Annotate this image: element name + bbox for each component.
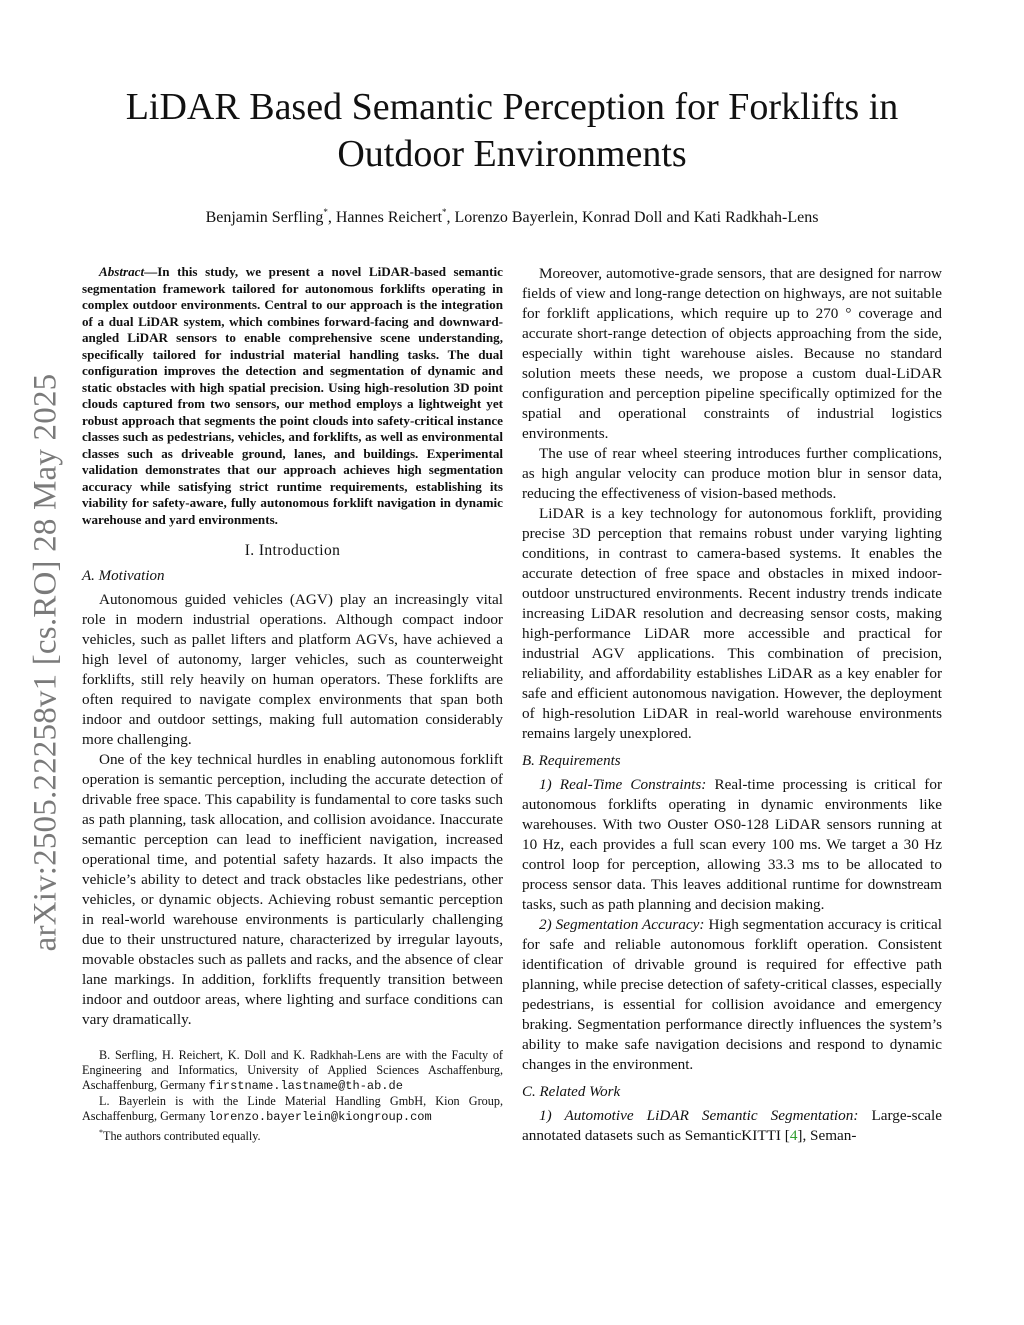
- abstract-label: Abstract: [99, 264, 145, 279]
- section-heading-introduction: I. Introduction: [244, 542, 341, 559]
- paragraph: Moreover, automotive-grade sensors, that are designed for narrow fields of view and long-range detection on highways, are not suitable for forklift applications, which require up to 270 ° coverage and accurate short-range detection of objects approaching from the side, especially within tight warehouse aisles. Because no standard solution meets these needs, we propose a custom dual-LiDAR configuration and perception pipeline specifically optimized for the spatial and operational constraints of industrial logistics environments.: [522, 265, 942, 442]
- footnote-text: The authors contributed equally.: [103, 1129, 261, 1143]
- email-link[interactable]: lorenzo.bayerlein@kiongroup.com: [208, 1110, 432, 1124]
- author-mark: *: [323, 207, 328, 217]
- footnotes: [82, 1048, 503, 1144]
- author-name: Benjamin Serfling: [205, 209, 324, 226]
- abstract-text: In this study, we present a novel LiDAR-based semantic segmentation framework tailored for autonomous forklifts operating in complex outdoor environments. Central to our approach is the integration of a dual LiDAR system, which combines forward-facing and downward-angled LiDAR sensors to enable comprehensive scene understanding, specifically tailored for industrial material handling tasks. The dual configuration improves the detection and segmentation of dynamic and static obstacles with high spatial precision. Using high-resolution 3D point clouds captured from two sensors, our method employs a lightweight yet robust approach that segments the point clouds into safety-critical instance classes such as pedestrians, vehicles, and forklifts, as well as environmental classes such as driveable ground, lanes, and buildings. Experimental validation demonstrates that our approach achieves high segmentation accuracy while satisfying strict runtime requirements, establishing its viability for safety-aware, fully autonomous forklift navigation in dynamic warehouse and yard environments.: [82, 264, 503, 527]
- email-link[interactable]: firstname.lastname@th-ab.de: [208, 1079, 403, 1093]
- author-name: Konrad Doll and Kati Radkhah-Lens: [582, 209, 819, 226]
- related-work-paragraph: [522, 1106, 942, 1146]
- requirement-paragraph: [522, 915, 942, 1075]
- author-mark: *: [442, 207, 447, 217]
- requirement-paragraph: [522, 775, 942, 915]
- right-column: [522, 264, 942, 1146]
- paragraph: One of the key technical hurdles in enabling autonomous forklift operation is semantic perception, including the accurate detection of drivable free space. This capability is fundamental to core tasks such as path planning, task allocation, and collision avoidance. Inaccurate semantic perception can lead to inefficient navigation, increased operational time, and potential safety hazards. It also impacts the vehicle’s ability to detect and track obstacles like pedestrians, other vehicles, or dynamic objects. Achieving robust semantic perception in real-world warehouse environments is particularly challenging due to their unstructured nature, characterized by irregular layouts, movable obstacles such as pallets and racks, and the absence of clear lane markings. In addition, forklifts frequently transition between indoor and outdoor areas, where lighting and surface conditions can vary dramatically.: [82, 751, 503, 1028]
- paragraph-title: 1) Automotive LiDAR Semantic Segmentation:: [539, 1107, 859, 1124]
- author-name: Hannes Reichert: [335, 209, 443, 226]
- arxiv-sidebar: [18, 362, 74, 962]
- left-column: [82, 264, 503, 1144]
- paragraph: Autonomous guided vehicles (AGV) play an increasingly vital role in modern industrial operations. Although compact indoor vehicles, such as pallet lifters and platform AGVs, have achieved a high level of autonomy, larger vehicles, such as counterweight forklifts, still rely heavily on human operators. These forklifts are often required to navigate complex environments that span both indoor and outdoor settings, making full automation considerably more challenging.: [82, 591, 503, 748]
- author-list: Benjamin Serfling*, Hannes Reichert*, Lorenzo Bayerlein, Konrad Doll and Kati Radkhah-Lens: [205, 207, 819, 226]
- affiliation-footnote: [82, 1048, 503, 1094]
- affiliation-text: B. Serfling, H. Reichert, K. Doll and K. Radkhah-Lens are with the Faculty of Engineering and Informatics, University of Applied Sciences Aschaffenburg, Aschaffenburg, Germany: [82, 1048, 503, 1092]
- subsection-heading-related-work: C. Related Work: [522, 1084, 621, 1100]
- citation-link[interactable]: 4: [789, 1127, 798, 1144]
- paragraph-text: Real-time processing is critical for autonomous forklifts operating in dynamic environments like warehouses. With two Ouster OS0-128 LiDAR sensors running at 10 Hz, each provides a full scan every 100 ms. We target a 30 Hz control loop for perception, allowing 33.3 ms to be allocated to process sensor data. This leaves additional runtime for downstream tasks, such as path planning and decision making.: [522, 776, 943, 913]
- author-name: Lorenzo Bayerlein: [454, 209, 575, 226]
- affiliation-text: L. Bayerlein is with the Linde Material Handling GmbH, Kion Group, Aschaffenburg, Germany: [82, 1094, 503, 1123]
- paragraph-text: Large-scale annotated datasets such as SemanticKITTI [: [522, 1107, 942, 1144]
- paragraph: The use of rear wheel steering introduces further complications, as high angular velocity can produce motion blur in sensor data, reducing the effectiveness of vision-based methods.: [522, 445, 942, 502]
- paragraph-text: ], Seman-: [797, 1127, 857, 1144]
- paper-title: LiDAR Based Semantic Perception for Forklifts in Outdoor Environments: [125, 86, 899, 175]
- subsection-heading-requirements: B. Requirements: [522, 753, 621, 769]
- paragraph-title: 2) Segmentation Accuracy:: [539, 916, 705, 933]
- subsection-heading-motivation: A. Motivation: [82, 568, 165, 584]
- equal-contribution-footnote: [82, 1125, 503, 1144]
- affiliation-footnote: [82, 1094, 503, 1125]
- abstract: [82, 264, 503, 528]
- paragraph-title: 1) Real-Time Constraints:: [539, 776, 707, 793]
- abstract-dash: —: [144, 264, 158, 279]
- paragraph-text: High segmentation accuracy is critical for safe and reliable autonomous forklift operation. Consistent identification of drivable ground is required for effective path planning, while precise detection of safety-critical classes, especially pedestrians, is essential for collision avoidance and emergency braking. Segmentation performance directly influences the system’s ability to make safe navigation decisions and respond to dynamic changes in the environment.: [522, 916, 943, 1073]
- footnote-mark: *: [99, 1128, 103, 1137]
- arxiv-identifier: arXiv:2505.22258v1 [cs.RO] 28 May 2025: [27, 373, 64, 951]
- paragraph: LiDAR is a key technology for autonomous forklift, providing precise 3D perception that remains robust under varying lighting conditions, in contrast to camera-based systems. It enables the accurate detection of free space and obstacles in mixed indoor-outdoor unstructured environments. Recent industry trends indicate increasing LiDAR resolution and decreasing sensor costs, making high-performance LiDAR more accessible and practical for industrial AGV applications. This combination of precision, reliability, and affordability establishes LiDAR as a key enabler for safe and efficient autonomous navigation. However, the deployment of high-resolution LiDAR in real-world warehouse environments remains largely unexplored.: [522, 505, 942, 742]
